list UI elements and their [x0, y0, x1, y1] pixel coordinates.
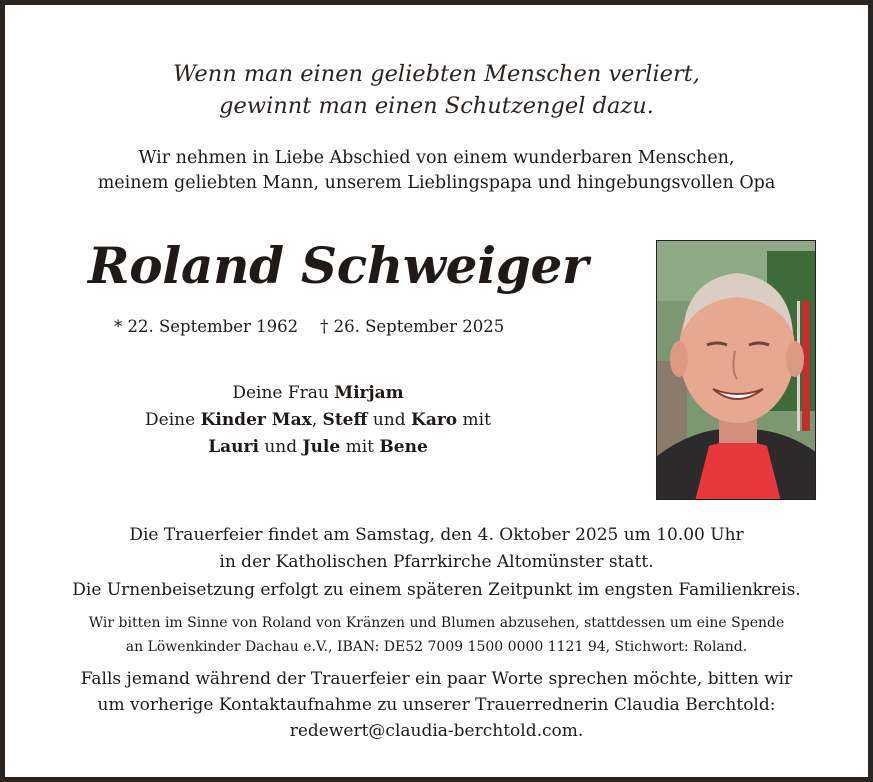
- mourner-name: Jule: [302, 437, 341, 457]
- mourners-text: Deine Frau: [232, 383, 335, 403]
- death-date: † 26. September 2025: [320, 317, 505, 336]
- portrait-photo: [656, 240, 816, 500]
- mourner-name: Karo: [411, 410, 458, 430]
- quote-line-1: Wenn man einen geliebten Menschen verliert,: [173, 61, 700, 87]
- intro-line-1: Wir nehmen in Liebe Abschied von einem wunderbaren Menschen,: [138, 148, 735, 168]
- donation-request: [0, 611, 873, 659]
- mourners-text: mit: [340, 437, 380, 457]
- quote: [0, 58, 873, 122]
- mourners-text: Deine: [145, 410, 201, 430]
- quote-line-2: gewinnt man einen Schutzengel dazu.: [219, 93, 654, 119]
- contact-email[interactable]: redewert@claudia-berchtold.com.: [289, 721, 584, 741]
- mourners-text: und: [258, 437, 303, 457]
- mourner-name: Steff: [322, 410, 368, 430]
- mourner-name: Kinder Max: [200, 410, 312, 430]
- mourner-name: Lauri: [208, 437, 259, 457]
- intro-line-2: meinem geliebten Mann, unserem Lieblingspapa und hingebungsvollen Opa: [97, 173, 776, 193]
- speaking-line-1: Falls jemand während der Trauerfeier ein paar Worte sprechen möchte, bitten wir: [80, 669, 793, 689]
- mourners: [118, 380, 518, 461]
- mourners-line-2: [118, 407, 518, 434]
- donation-line-2: an Löwenkinder Dachau e.V., IBAN: DE52 7009 1500 0000 1121 94, Stichwort: Roland.: [125, 639, 748, 655]
- mourners-text: mit: [457, 410, 491, 430]
- birth-date: * 22. September 1962: [114, 317, 299, 336]
- mourners-text: und: [367, 410, 412, 430]
- service-line-1: Die Trauerfeier findet am Samstag, den 4. Oktober 2025 um 10.00 Uhr: [129, 525, 744, 545]
- urn-burial-info: Die Urnenbeisetzung erfolgt zu einem späteren Zeitpunkt im engsten Familienkreis.: [72, 580, 801, 600]
- deceased-name: Roland Schweiger: [88, 236, 589, 295]
- intro-text: [0, 146, 873, 196]
- donation-line-1: Wir bitten im Sinne von Roland von Kränzen und Blumen abzusehen, stattdessen um eine Spende: [88, 615, 785, 631]
- funeral-service-info: [0, 522, 873, 576]
- portrait-illustration: [657, 241, 816, 500]
- mourner-name: Mirjam: [334, 383, 404, 403]
- eulogy-contact: [0, 666, 873, 744]
- life-dates: [114, 315, 504, 339]
- mourners-line-3: [118, 434, 518, 461]
- service-line-2: in der Katholischen Pfarrkirche Altomünster statt.: [219, 552, 654, 572]
- mourner-name: Bene: [379, 437, 428, 457]
- mourners-text: ,: [311, 410, 323, 430]
- mourners-line-1: [118, 380, 518, 407]
- speaking-line-2: um vorherige Kontaktaufnahme zu unserer Trauerrednerin Claudia Berchtold:: [97, 695, 776, 715]
